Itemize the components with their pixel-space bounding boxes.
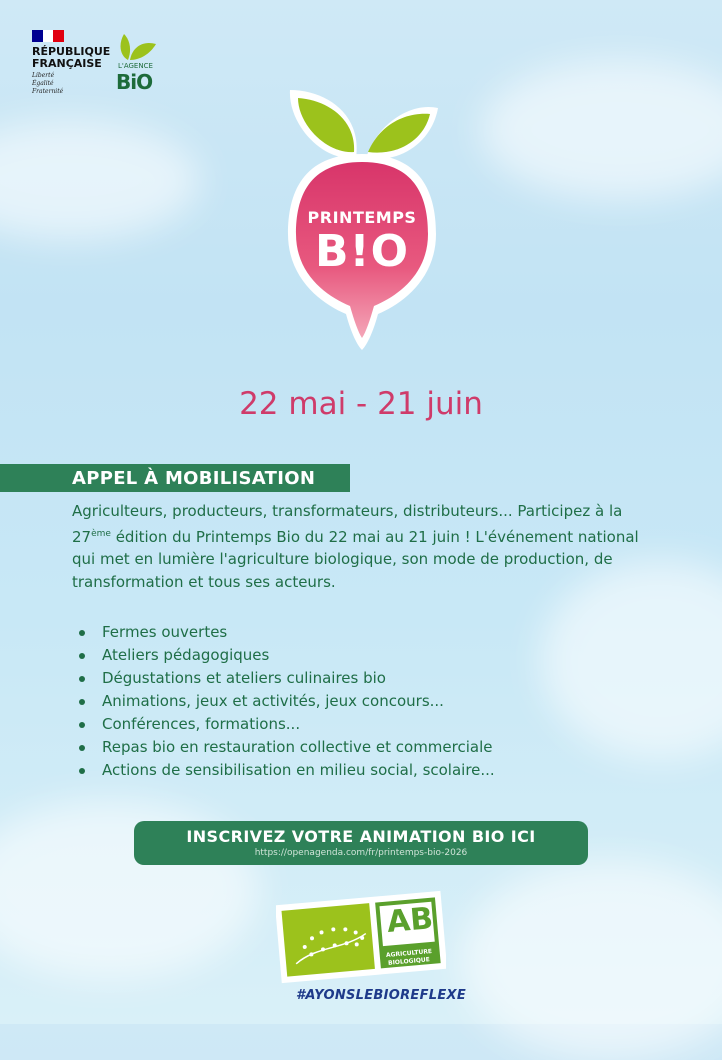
cloud [0,120,200,240]
printemps-bio-logo [282,84,442,352]
register-link[interactable]: https://openagenda.com/fr/printemps-bio-2026 [254,848,468,858]
list-item: Animations, jeux et activités, jeux concours... [76,690,495,713]
section-banner [0,464,350,492]
list-item: Repas bio en restauration collective et commerciale [76,736,495,759]
activities-list [76,621,495,782]
list-item: Ateliers pédagogiques [76,644,495,667]
list-item: Actions de sensibilisation en milieu social, scolaire... [76,759,495,782]
logo-printemps-text: PRINTEMPS [307,208,417,227]
list-item: Dégustations et ateliers culinaires bio [76,667,495,690]
republique-francaise-logo [32,30,110,96]
list-item: Conférences, formations... [76,713,495,736]
agence-label: L'AGENCE [118,62,153,70]
organic-labels [276,886,446,986]
register-animation-button[interactable] [134,821,588,865]
list-item: Fermes ouvertes [76,621,495,644]
campaign-hashtag: #AYONSLEBIOREFLEXE [296,988,467,1003]
event-dates: 22 mai - 21 juin [239,386,483,422]
eu-organic-leaf-icon [282,903,375,976]
french-flag-icon [32,30,64,42]
ab-biologique-text: BIOLOGIQUE [387,956,431,967]
intro-paragraph: Agriculteurs, producteurs, transformateurs, distributeurs... Participez à la 27ème édition du Printemps Bio du 22 mai au 21 juin ! L'événement national qui met en lumière l'agriculture biologique, son mode de production, de transformation et tous ses acteurs. [72,502,639,591]
register-button-label: INSCRIVEZ VOTRE ANIMATION BIO ICI [186,827,536,846]
agence-bio-logo [116,30,166,102]
cloud [460,860,722,1060]
republique-title: RÉPUBLIQUE FRANÇAISE [32,45,111,70]
cloud [480,60,722,200]
republique-motto: Liberté Égalité Fraternité [32,72,64,95]
section-title: APPEL À MOBILISATION [72,467,316,489]
logo-bio-text: B!O [314,226,409,277]
agence-bio-label: BiO [116,70,153,94]
ab-agriculture-text: AGRICULTURE [385,947,433,960]
ab-letters: AB [385,901,435,940]
sprout-icon [116,30,166,64]
